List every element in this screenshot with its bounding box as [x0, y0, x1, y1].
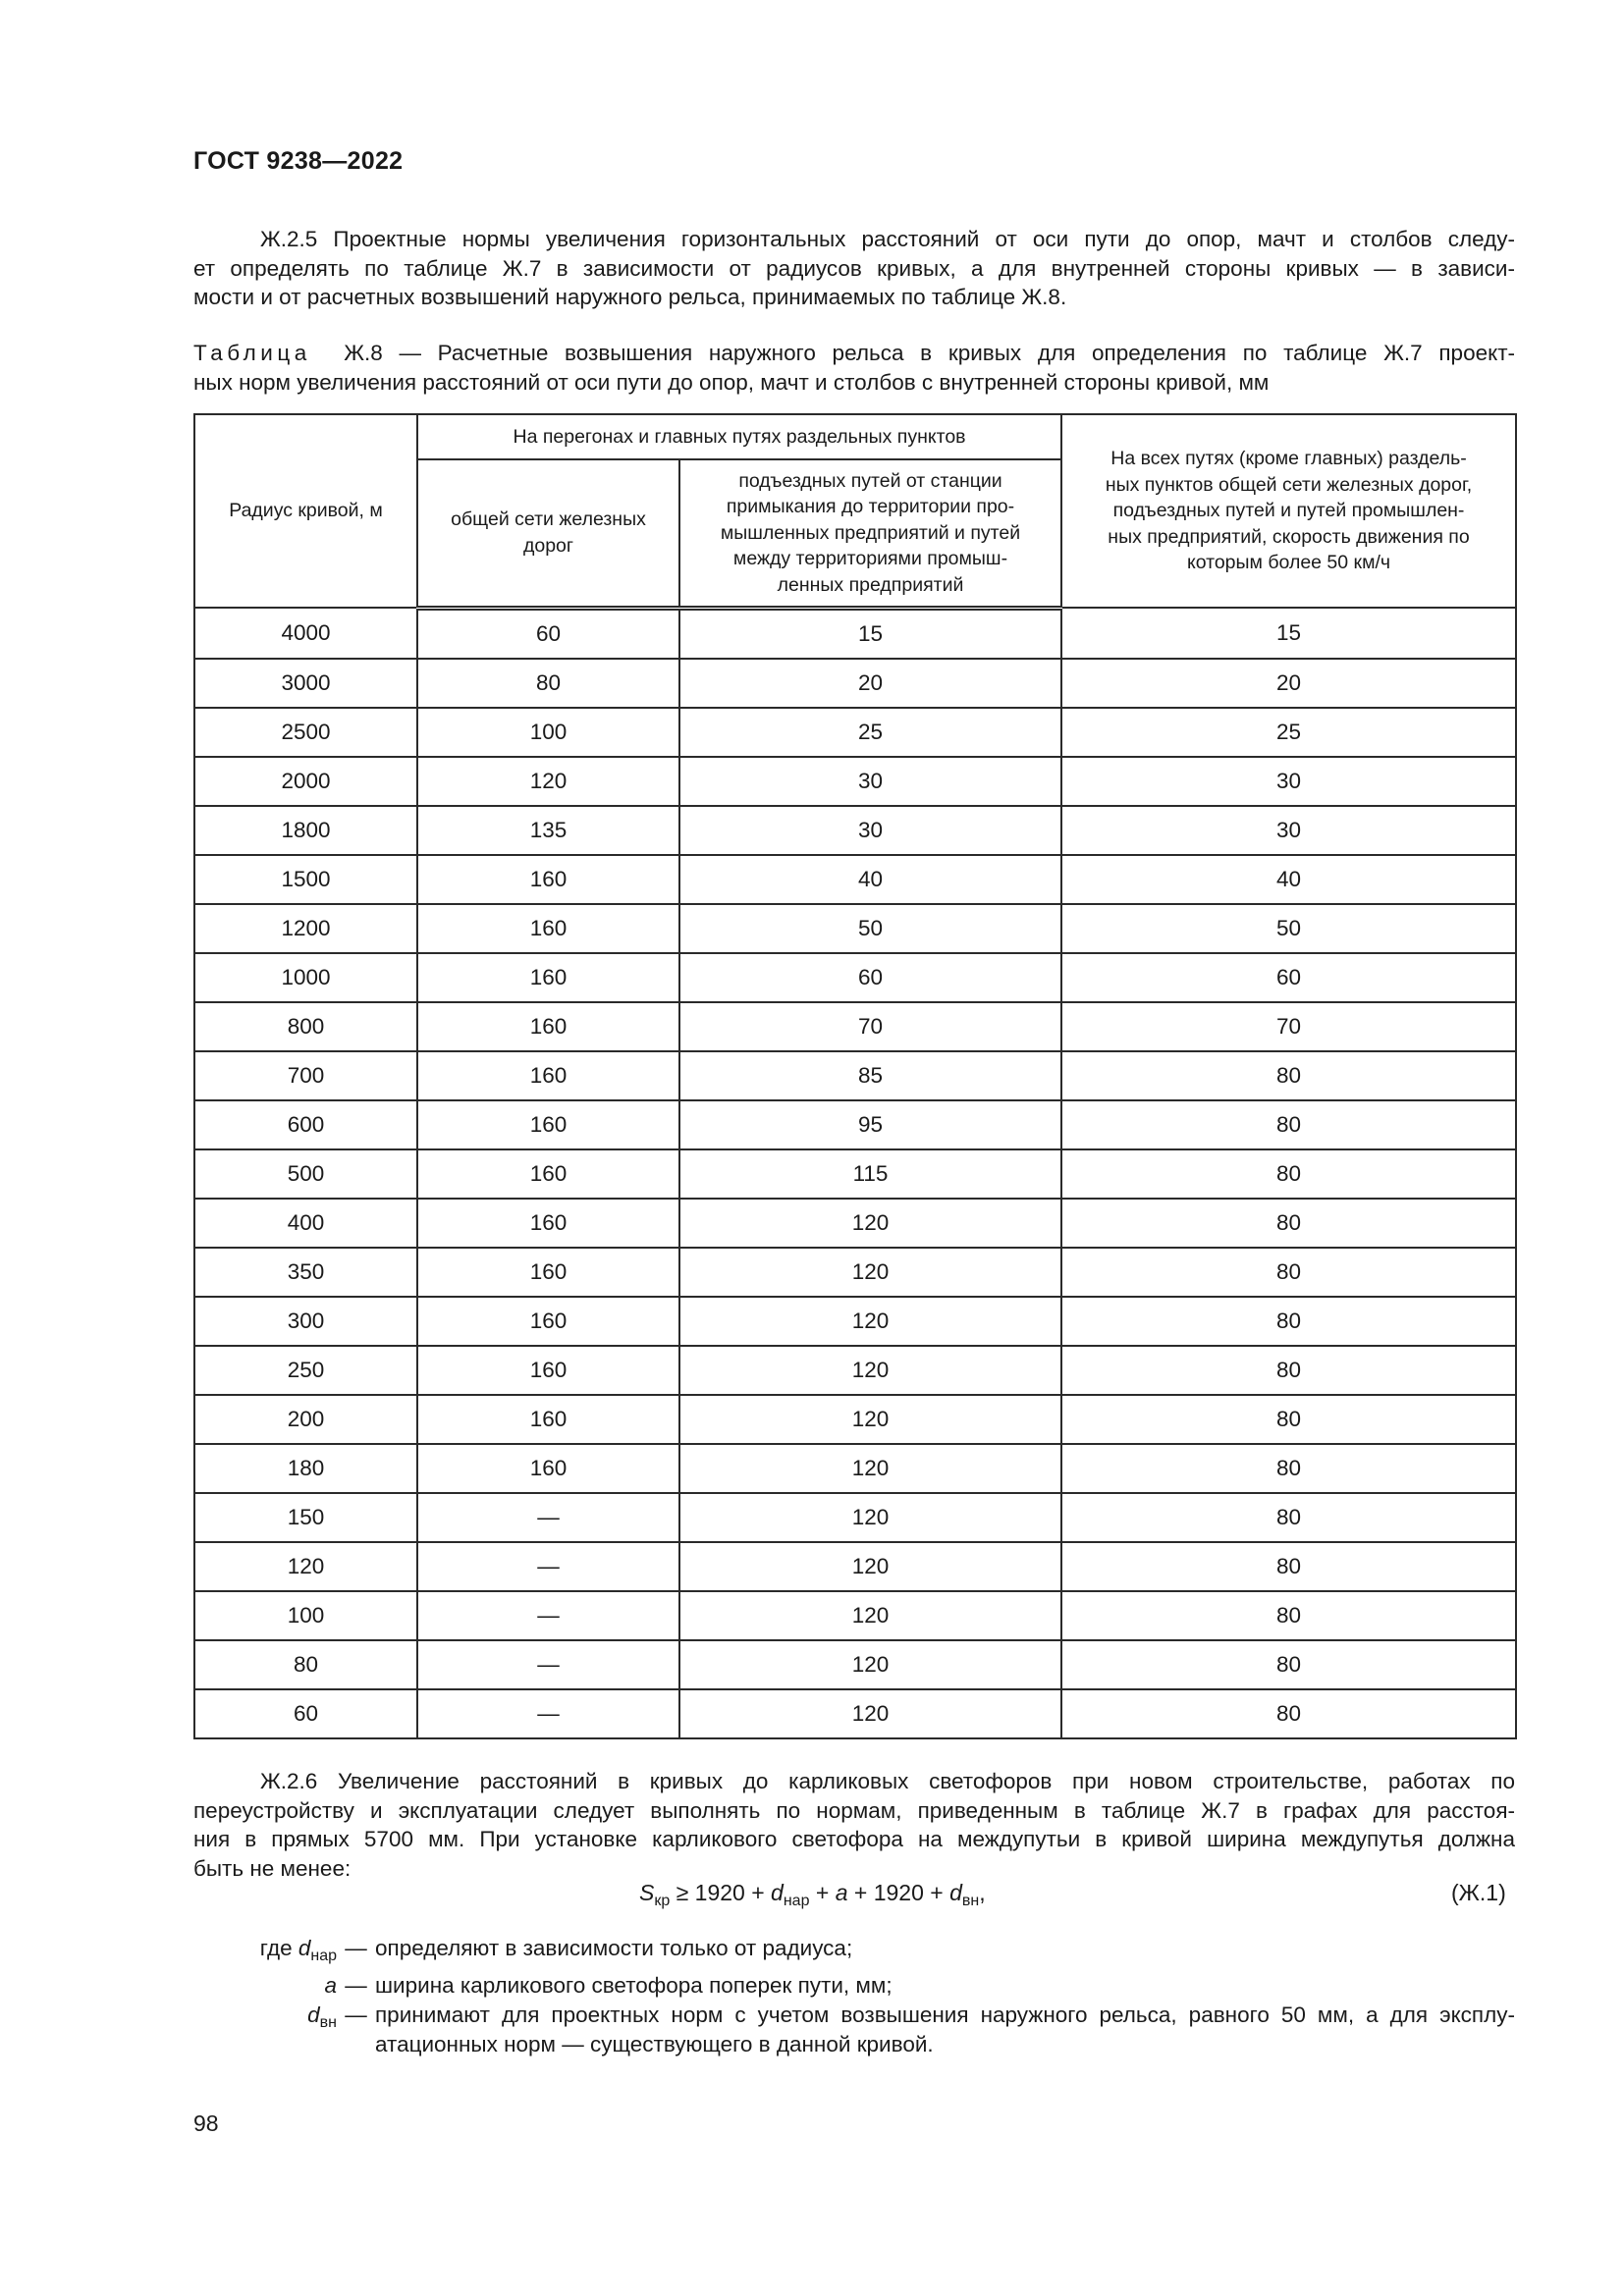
cell-radius: 4000 — [194, 608, 417, 659]
cell-all-tracks: 80 — [1061, 1493, 1516, 1542]
cell-access-tracks: 50 — [679, 904, 1061, 953]
elevation-table — [193, 413, 1517, 1739]
table-row — [194, 1346, 1516, 1395]
cell-radius: 350 — [194, 1248, 417, 1297]
cell-access-tracks: 85 — [679, 1051, 1061, 1100]
cell-general-network: — — [417, 1689, 679, 1738]
table-row — [194, 1542, 1516, 1591]
cell-access-tracks: 120 — [679, 1542, 1061, 1591]
cell-all-tracks: 80 — [1061, 1640, 1516, 1689]
cell-general-network: 160 — [417, 904, 679, 953]
cell-general-network: — — [417, 1542, 679, 1591]
cell-radius: 300 — [194, 1297, 417, 1346]
cell-general-network: 160 — [417, 1149, 679, 1199]
cell-access-tracks: 30 — [679, 806, 1061, 855]
table-row — [194, 659, 1516, 708]
cell-all-tracks: 80 — [1061, 1395, 1516, 1444]
cell-all-tracks: 80 — [1061, 1248, 1516, 1297]
cell-access-tracks: 120 — [679, 1346, 1061, 1395]
head-radius: Радиус кривой, м — [194, 414, 417, 608]
table-row — [194, 1640, 1516, 1689]
head-all-tracks: На всех путях (кроме главных) раздель- ных пунктов общей сети железных дорог, подъездных путей и путей промышлен- ных предприятий, скорость движения по которым более 50 км/ч — [1061, 414, 1516, 608]
cell-radius: 80 — [194, 1640, 417, 1689]
paragraph-line: ет определять по таблице Ж.7 в зависимости от радиусов кривых, а для внутренней стороны кривых — в зависи- — [193, 255, 1515, 281]
cell-radius: 1800 — [194, 806, 417, 855]
caption-line: Таблица Ж.8 — Расчетные возвышения наружного рельса в кривых для определения по таблице Ж.7 проект- — [193, 341, 1515, 365]
cell-radius: 200 — [194, 1395, 417, 1444]
cell-radius: 100 — [194, 1591, 417, 1640]
paragraph-line: Ж.2.6 Увеличение расстояний в кривых до карликовых светофоров при новом строительстве, работах по — [260, 1769, 1515, 1793]
cell-general-network: 160 — [417, 1051, 679, 1100]
cell-access-tracks: 120 — [679, 1591, 1061, 1640]
paragraph-line: быть не менее: — [193, 1855, 352, 1881]
cell-general-network: 160 — [417, 1100, 679, 1149]
table-row — [194, 806, 1516, 855]
cell-radius: 500 — [194, 1149, 417, 1199]
cell-access-tracks: 120 — [679, 1395, 1061, 1444]
cell-all-tracks: 30 — [1061, 806, 1516, 855]
cell-all-tracks: 80 — [1061, 1591, 1516, 1640]
cell-access-tracks: 120 — [679, 1199, 1061, 1248]
cell-general-network: — — [417, 1640, 679, 1689]
paragraph-zh-2-5 — [193, 225, 1515, 312]
cell-general-network: 160 — [417, 855, 679, 904]
cell-access-tracks: 25 — [679, 708, 1061, 757]
paragraph-line: мости и от расчетных возвышений наружного рельса, принимаемых по таблице Ж.8. — [193, 285, 1067, 309]
cell-access-tracks: 70 — [679, 1002, 1061, 1051]
cell-general-network: 160 — [417, 1395, 679, 1444]
cell-access-tracks: 120 — [679, 1297, 1061, 1346]
table-caption — [193, 339, 1515, 397]
table-row — [194, 1444, 1516, 1493]
cell-all-tracks: 80 — [1061, 1100, 1516, 1149]
cell-general-network: 80 — [417, 659, 679, 708]
cell-access-tracks: 120 — [679, 1248, 1061, 1297]
cell-radius: 250 — [194, 1346, 417, 1395]
table-row — [194, 1493, 1516, 1542]
cell-general-network: 135 — [417, 806, 679, 855]
cell-general-network: 160 — [417, 1444, 679, 1493]
legend-description: принимают для проектных норм с учетом возвышения наружного рельса, равного 50 мм, а для эксплу- атационных норм — существующего в данной кривой. — [375, 2002, 1515, 2056]
paragraph-line: переустройству и эксплуатации следует выполнять по нормам, приведенным в таблице Ж.7 в графах для расстоя- — [193, 1797, 1515, 1823]
table-row — [194, 1689, 1516, 1738]
table-head — [194, 414, 1516, 608]
cell-all-tracks: 50 — [1061, 904, 1516, 953]
head-access-tracks: подъездных путей от станции примыкания до территории про- мышленных предприятий и путей между территориями промыш- ленных предприятий — [679, 459, 1061, 608]
page-number: 98 — [193, 2110, 219, 2136]
legend-symbol: a — [324, 1973, 337, 1998]
cell-access-tracks: 15 — [679, 608, 1061, 659]
table-row — [194, 757, 1516, 806]
cell-radius: 2000 — [194, 757, 417, 806]
cell-general-network: 60 — [417, 608, 679, 659]
caption-word: Таблица — [193, 341, 311, 365]
cell-general-network: 160 — [417, 1248, 679, 1297]
legend-symbol: $d_{вн}$ — [307, 2002, 337, 2031]
cell-radius: 150 — [194, 1493, 417, 1542]
table-row — [194, 855, 1516, 904]
table-row — [194, 1100, 1516, 1149]
cell-general-network: 100 — [417, 708, 679, 757]
cell-all-tracks: 15 — [1061, 608, 1516, 659]
table-row — [194, 1051, 1516, 1100]
paragraph-zh-2-6 — [193, 1767, 1515, 1883]
cell-radius: 120 — [194, 1542, 417, 1591]
cell-all-tracks: 30 — [1061, 757, 1516, 806]
table-body — [194, 608, 1516, 1738]
cell-all-tracks: 60 — [1061, 953, 1516, 1002]
cell-general-network: 120 — [417, 757, 679, 806]
cell-general-network: 160 — [417, 1297, 679, 1346]
table-row — [194, 608, 1516, 659]
cell-radius: 2500 — [194, 708, 417, 757]
cell-radius: 1000 — [194, 953, 417, 1002]
table-row — [194, 1199, 1516, 1248]
cell-general-network: — — [417, 1493, 679, 1542]
cell-access-tracks: 115 — [679, 1149, 1061, 1199]
table-row — [194, 953, 1516, 1002]
table-row — [194, 904, 1516, 953]
cell-radius: 600 — [194, 1100, 417, 1149]
paragraph-line: ния в прямых 5700 мм. При установке карликового светофора на междупутьи в кривой ширина междупутья должна — [193, 1827, 1515, 1851]
caption-line: ных норм увеличения расстояний от оси пути до опор, мачт и столбов с внутренней стороны кривой, мм — [193, 369, 1270, 395]
cell-general-network: 160 — [417, 953, 679, 1002]
cell-access-tracks: 20 — [679, 659, 1061, 708]
cell-access-tracks: 95 — [679, 1100, 1061, 1149]
formula-number: (Ж.1) — [1451, 1880, 1506, 1905]
head-group: На перегонах и главных путях раздельных пунктов — [417, 414, 1061, 459]
legend-item: где $d_{нар}$ — определяют в зависимости только от радиуса; — [193, 1934, 1515, 1971]
table-row — [194, 708, 1516, 757]
table-row — [194, 1395, 1516, 1444]
cell-general-network: 160 — [417, 1346, 679, 1395]
table-row — [194, 1149, 1516, 1199]
formula-zh-1: $S_{кр} \ge 1920 + d_{нар} + a + 1920 + d_{вн}$, — [639, 1880, 986, 1909]
cell-radius: 700 — [194, 1051, 417, 1100]
legend-item: $d_{вн}$ — принимают для проектных норм с учетом возвышения наружного рельса, равного 50 мм, а для эксплу- атационных норм — существующего в данной кривой. — [193, 2001, 1515, 2059]
cell-all-tracks: 80 — [1061, 1689, 1516, 1738]
cell-all-tracks: 80 — [1061, 1297, 1516, 1346]
table-row — [194, 1591, 1516, 1640]
document-header-code: ГОСТ 9238—2022 — [193, 147, 404, 175]
cell-access-tracks: 30 — [679, 757, 1061, 806]
cell-radius: 800 — [194, 1002, 417, 1051]
cell-radius: 60 — [194, 1689, 417, 1738]
cell-general-network: — — [417, 1591, 679, 1640]
legend-item: a — ширина карликового светофора поперек пути, мм; — [193, 1971, 1515, 2001]
table-row — [194, 1248, 1516, 1297]
legend-description: определяют в зависимости только от радиуса; — [375, 1936, 853, 1960]
cell-radius: 400 — [194, 1199, 417, 1248]
cell-access-tracks: 120 — [679, 1640, 1061, 1689]
cell-all-tracks: 20 — [1061, 659, 1516, 708]
head-general-network: общей сети железных дорог — [417, 459, 679, 608]
cell-radius: 180 — [194, 1444, 417, 1493]
cell-access-tracks: 60 — [679, 953, 1061, 1002]
cell-radius: 3000 — [194, 659, 417, 708]
cell-all-tracks: 80 — [1061, 1444, 1516, 1493]
cell-access-tracks: 120 — [679, 1689, 1061, 1738]
legend-description: ширина карликового светофора поперек пути, мм; — [375, 1973, 893, 1998]
cell-all-tracks: 80 — [1061, 1051, 1516, 1100]
cell-general-network: 160 — [417, 1199, 679, 1248]
cell-access-tracks: 40 — [679, 855, 1061, 904]
cell-all-tracks: 70 — [1061, 1002, 1516, 1051]
cell-all-tracks: 40 — [1061, 855, 1516, 904]
cell-all-tracks: 80 — [1061, 1199, 1516, 1248]
cell-all-tracks: 80 — [1061, 1149, 1516, 1199]
cell-all-tracks: 80 — [1061, 1542, 1516, 1591]
cell-all-tracks: 25 — [1061, 708, 1516, 757]
cell-general-network: 160 — [417, 1002, 679, 1051]
formula-legend — [193, 1934, 1515, 2059]
cell-all-tracks: 80 — [1061, 1346, 1516, 1395]
cell-access-tracks: 120 — [679, 1493, 1061, 1542]
cell-access-tracks: 120 — [679, 1444, 1061, 1493]
cell-radius: 1500 — [194, 855, 417, 904]
legend-symbol: где $d_{нар}$ — [259, 1936, 337, 1964]
paragraph-line: Ж.2.5 Проектные нормы увеличения горизонтальных расстояний от оси пути до опор, мачт и столбов следу- — [260, 227, 1515, 251]
table-row — [194, 1297, 1516, 1346]
cell-radius: 1200 — [194, 904, 417, 953]
table-row — [194, 1002, 1516, 1051]
